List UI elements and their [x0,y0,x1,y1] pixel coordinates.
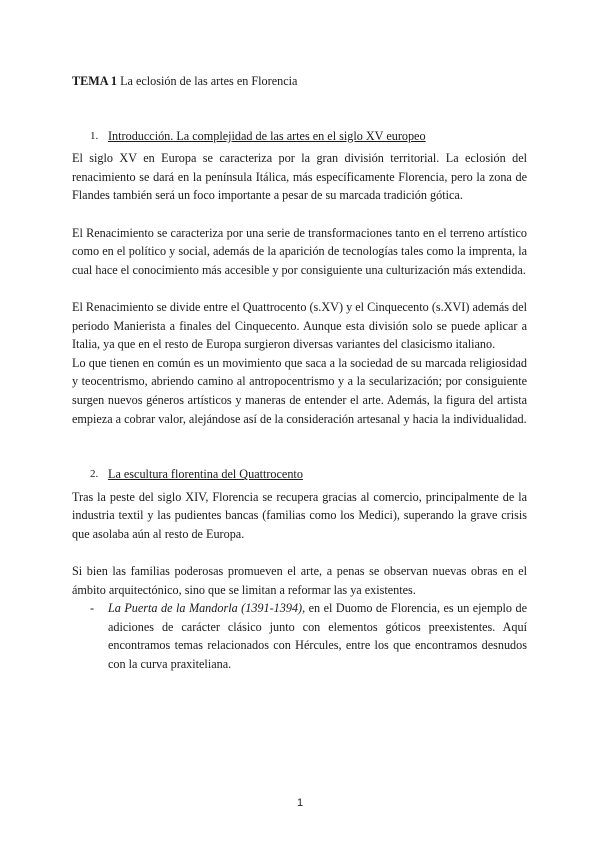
section-2-heading [72,465,527,484]
section-2-paragraph-1: Tras la peste del siglo XIV, Florencia se recupera gracias al comercio, principalmente de la industria textil y las pudientes bancas (familias como los Medici), superando la grave crisis que asolaba aún al resto de Europa. [72,489,527,541]
section-1-paragraph-1: El siglo XV en Europa se caracteriza por la gran división territorial. La eclosión del renacimiento se dará en la península Itálica, más específicamente Florencia, pero la zona de Flandes también será un foco importante a pesar de su marcada tradición gótica. [72,151,527,203]
title-text: La eclosión de las artes en Florencia [117,74,298,88]
section-1-paragraph-4: Lo que tienen en común es un movimiento que saca a la sociedad de su marcada religiosidad y teocentrismo, abriendo camino al antropocentrismo y a la secularización; por consiguiente surgen nuevos géneros artísticos y maneras de entender el arte. Además, la figura del artista empieza a cobrar valor, alejándose así de la consideración artesanal y hacia la individualidad. [72,355,527,426]
section-2-title: La escultura florentina del Quattrocento [108,467,303,482]
page-number: 1 [296,797,304,809]
section-1-paragraph-3: El Renacimiento se divide entre el Quattrocento (s.XV) y el Cinquecento (s.XVI) además del periodo Manierista a finales del Cinquecento. Aunque esta división solo se puede aplicar a Italia, ya que en el resto de Europa surgieron diversas variantes del clasicismo italiano. [72,299,527,352]
bullet-italic-title: La Puerta de la Mandorla (1391-1394) [108,601,303,616]
document-title [72,72,527,91]
bullet-item [72,599,527,673]
document-page [72,72,527,674]
section-2-paragraph-2: Si bien las familias poderosas promueven el arte, a penas se observan nuevas obras en el ámbito arquitectónico, sino que se limitan a reformar las ya existentes. [72,564,527,597]
title-label: TEMA 1 [72,74,118,88]
section-1-number: 1. [90,129,99,142]
section-2-number: 2. [90,468,99,481]
bullet-dash: - [90,601,95,616]
section-1-title: Introducción. La complejidad de las artes en el siglo XV europeo [108,128,426,143]
bullet-text: , en el Duomo de Florencia, es un ejemplo de adiciones de carácter clásico junto con elementos góticos preexistentes. Aquí encontramos temas relacionados con Hércules, entre los que encontramos desnudos con la curva praxiteliana. [108,601,528,672]
section-1-heading [72,127,527,146]
section-1-paragraph-2: El Renacimiento se caracteriza por una serie de transformaciones tanto en el terreno artístico como en el político y social, además de la aparición de tecnologías tales como la imprenta, la cual hace el conocimiento más accesible y por consiguiente una culturización más extendida. [72,225,527,277]
